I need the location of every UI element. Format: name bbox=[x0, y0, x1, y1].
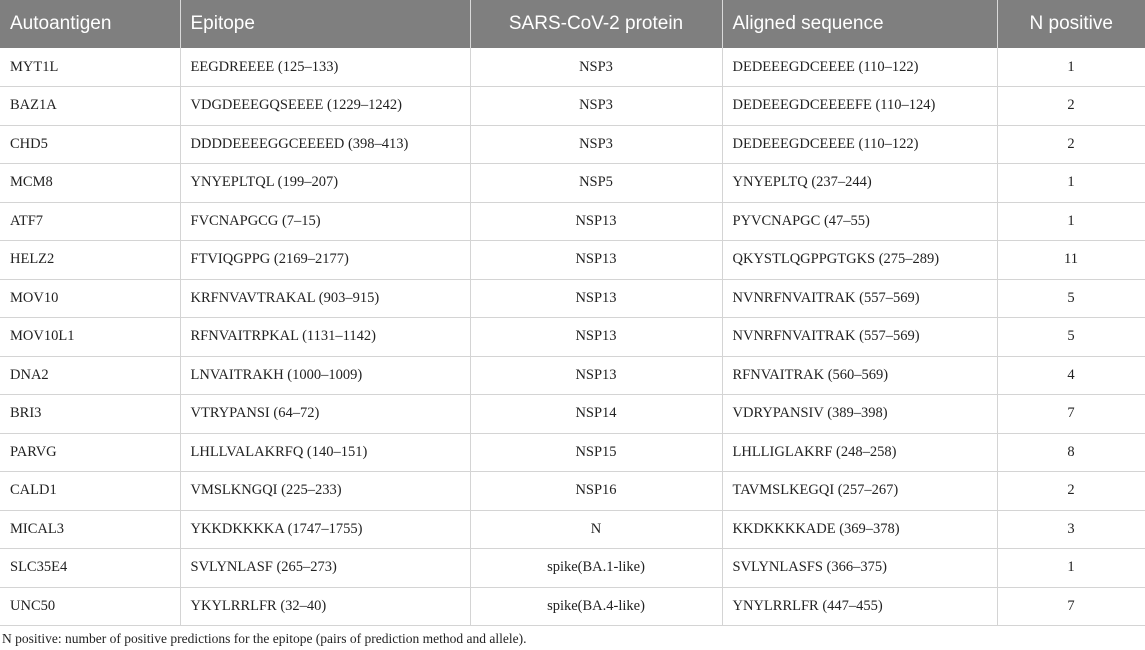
protein-cell: NSP15 bbox=[470, 433, 722, 472]
epitope-cell: FVCNAPGCG (7–15) bbox=[180, 202, 470, 241]
table-row bbox=[0, 472, 1145, 511]
table-body bbox=[0, 48, 1145, 626]
autoantigen-cell: ATF7 bbox=[0, 202, 180, 241]
n-positive-cell: 5 bbox=[997, 318, 1145, 357]
epitope-cell: DDDDEEEEGGCEEEED (398–413) bbox=[180, 125, 470, 164]
header-aligned-sequence: Aligned sequence bbox=[722, 0, 997, 48]
header-n-positive: N positive bbox=[997, 0, 1145, 48]
autoantigen-cell: UNC50 bbox=[0, 587, 180, 626]
aligned-sequence-cell: PYVCNAPGC (47–55) bbox=[722, 202, 997, 241]
protein-cell: NSP3 bbox=[470, 87, 722, 126]
epitope-cell: SVLYNLASF (265–273) bbox=[180, 549, 470, 588]
autoantigen-cell: MYT1L bbox=[0, 48, 180, 87]
n-positive-cell: 2 bbox=[997, 125, 1145, 164]
epitope-cell: FTVIQGPPG (2169–2177) bbox=[180, 241, 470, 280]
protein-cell: NSP3 bbox=[470, 48, 722, 87]
table-row bbox=[0, 318, 1145, 357]
aligned-sequence-cell: YNYEPLTQ (237–244) bbox=[722, 164, 997, 203]
epitope-cell: EEGDREEEE (125–133) bbox=[180, 48, 470, 87]
aligned-sequence-cell: YNYLRRLFR (447–455) bbox=[722, 587, 997, 626]
n-positive-cell: 1 bbox=[997, 48, 1145, 87]
autoantigen-cell: MOV10L1 bbox=[0, 318, 180, 357]
aligned-sequence-cell: TAVMSLKEGQI (257–267) bbox=[722, 472, 997, 511]
protein-cell: NSP13 bbox=[470, 241, 722, 280]
autoantigen-cell: DNA2 bbox=[0, 356, 180, 395]
aligned-sequence-cell: KKDKKKKADE (369–378) bbox=[722, 510, 997, 549]
epitope-cell: VTRYPANSI (64–72) bbox=[180, 395, 470, 434]
n-positive-cell: 1 bbox=[997, 549, 1145, 588]
autoantigen-cell: BRI3 bbox=[0, 395, 180, 434]
aligned-sequence-cell: NVNRFNVAITRAK (557–569) bbox=[722, 279, 997, 318]
table-row bbox=[0, 202, 1145, 241]
header-sars-cov-2-protein: SARS-CoV-2 protein bbox=[470, 0, 722, 48]
n-positive-cell: 3 bbox=[997, 510, 1145, 549]
protein-cell: NSP14 bbox=[470, 395, 722, 434]
n-positive-cell: 7 bbox=[997, 395, 1145, 434]
n-positive-cell: 11 bbox=[997, 241, 1145, 280]
table-row bbox=[0, 87, 1145, 126]
autoantigen-cell: BAZ1A bbox=[0, 87, 180, 126]
n-positive-cell: 5 bbox=[997, 279, 1145, 318]
epitope-cell: RFNVAITRPKAL (1131–1142) bbox=[180, 318, 470, 357]
aligned-sequence-cell: NVNRFNVAITRAK (557–569) bbox=[722, 318, 997, 357]
protein-cell: NSP5 bbox=[470, 164, 722, 203]
aligned-sequence-cell: DEDEEEGDCEEEE (110–122) bbox=[722, 125, 997, 164]
protein-cell: NSP13 bbox=[470, 318, 722, 357]
epitope-cell: VMSLKNGQI (225–233) bbox=[180, 472, 470, 511]
table-row bbox=[0, 395, 1145, 434]
aligned-sequence-cell: QKYSTLQGPPGTGKS (275–289) bbox=[722, 241, 997, 280]
aligned-sequence-cell: SVLYNLASFS (366–375) bbox=[722, 549, 997, 588]
n-positive-cell: 1 bbox=[997, 164, 1145, 203]
epitope-cell: YNYEPLTQL (199–207) bbox=[180, 164, 470, 203]
autoantigen-cell: MICAL3 bbox=[0, 510, 180, 549]
table-row bbox=[0, 433, 1145, 472]
table-row bbox=[0, 356, 1145, 395]
protein-cell: N bbox=[470, 510, 722, 549]
header-row bbox=[0, 0, 1145, 48]
n-positive-cell: 8 bbox=[997, 433, 1145, 472]
aligned-sequence-cell: VDRYPANSIV (389–398) bbox=[722, 395, 997, 434]
aligned-sequence-cell: DEDEEEGDCEEEE (110–122) bbox=[722, 48, 997, 87]
autoantigen-cell: MOV10 bbox=[0, 279, 180, 318]
table-header bbox=[0, 0, 1145, 48]
aligned-sequence-cell: RFNVAITRAK (560–569) bbox=[722, 356, 997, 395]
table-row bbox=[0, 125, 1145, 164]
n-positive-cell: 7 bbox=[997, 587, 1145, 626]
autoantigen-cell: HELZ2 bbox=[0, 241, 180, 280]
protein-cell: spike(BA.4-like) bbox=[470, 587, 722, 626]
table-row bbox=[0, 279, 1145, 318]
epitope-cell: LHLLVALAKRFQ (140–151) bbox=[180, 433, 470, 472]
autoantigen-cell: MCM8 bbox=[0, 164, 180, 203]
epitope-cell: YKYLRRLFR (32–40) bbox=[180, 587, 470, 626]
epitope-cell: VDGDEEEGQSEEEE (1229–1242) bbox=[180, 87, 470, 126]
epitope-cell: KRFNVAVTRAKAL (903–915) bbox=[180, 279, 470, 318]
header-epitope: Epitope bbox=[180, 0, 470, 48]
protein-cell: NSP16 bbox=[470, 472, 722, 511]
n-positive-cell: 4 bbox=[997, 356, 1145, 395]
protein-cell: NSP13 bbox=[470, 279, 722, 318]
table-row bbox=[0, 510, 1145, 549]
table-footnote: N positive: number of positive predictions for the epitope (pairs of prediction method and allele). bbox=[2, 631, 527, 646]
table-row bbox=[0, 164, 1145, 203]
n-positive-cell: 2 bbox=[997, 472, 1145, 511]
autoantigen-cell: CHD5 bbox=[0, 125, 180, 164]
table-row bbox=[0, 549, 1145, 588]
table-row bbox=[0, 241, 1145, 280]
aligned-sequence-cell: LHLLIGLAKRF (248–258) bbox=[722, 433, 997, 472]
protein-cell: spike(BA.1-like) bbox=[470, 549, 722, 588]
epitope-cell: LNVAITRAKH (1000–1009) bbox=[180, 356, 470, 395]
table-row bbox=[0, 587, 1145, 626]
autoantigen-cell: SLC35E4 bbox=[0, 549, 180, 588]
aligned-sequence-cell: DEDEEEGDCEEEEFE (110–124) bbox=[722, 87, 997, 126]
header-autoantigen: Autoantigen bbox=[0, 0, 180, 48]
protein-cell: NSP13 bbox=[470, 356, 722, 395]
autoantigen-cell: PARVG bbox=[0, 433, 180, 472]
n-positive-cell: 2 bbox=[997, 87, 1145, 126]
n-positive-cell: 1 bbox=[997, 202, 1145, 241]
protein-cell: NSP13 bbox=[470, 202, 722, 241]
epitope-cell: YKKDKKKKA (1747–1755) bbox=[180, 510, 470, 549]
autoantigen-cell: CALD1 bbox=[0, 472, 180, 511]
table-row bbox=[0, 48, 1145, 87]
protein-cell: NSP3 bbox=[470, 125, 722, 164]
